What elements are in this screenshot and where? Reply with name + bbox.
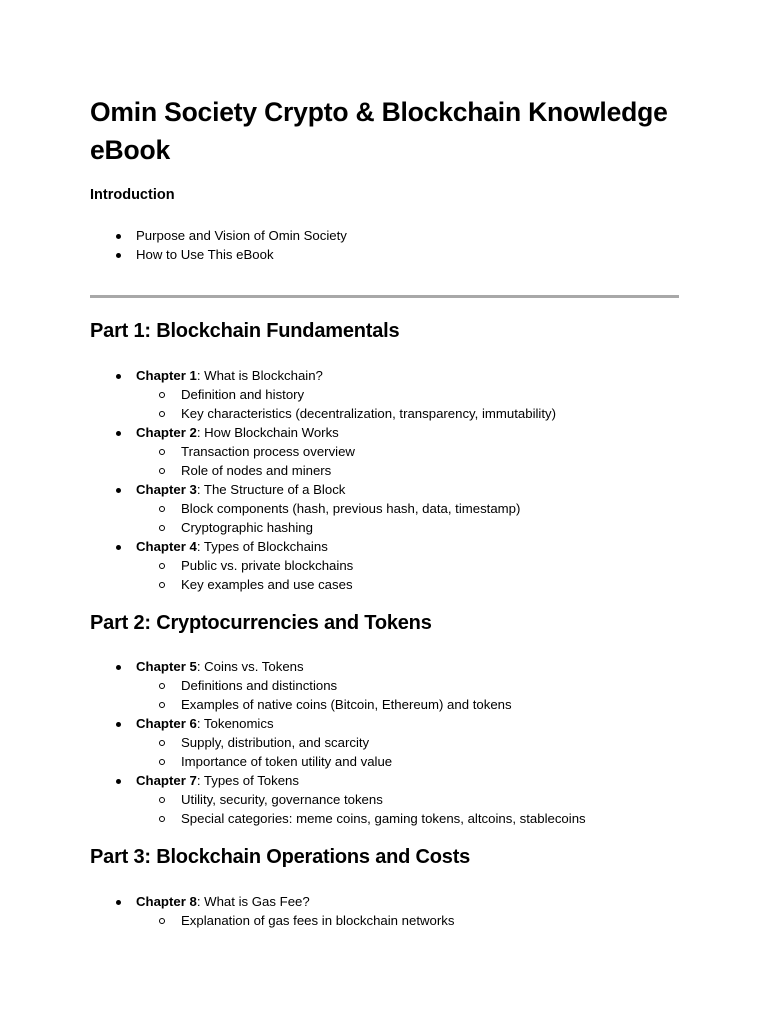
bullet-icon <box>116 488 121 493</box>
horizontal-divider <box>90 295 679 298</box>
sub-item: Special categories: meme coins, gaming tokens, altcoins, stablecoins <box>90 809 586 828</box>
sub-item: Key characteristics (decentralization, transparency, immutability) <box>90 404 556 423</box>
circle-bullet-icon <box>159 582 165 588</box>
bullet-icon <box>116 665 121 670</box>
circle-bullet-icon <box>159 683 165 689</box>
bullet-icon <box>116 722 121 727</box>
introduction-heading: Introduction <box>90 187 175 203</box>
sub-item: Transaction process overview <box>90 442 556 461</box>
sub-item: Role of nodes and miners <box>90 461 556 480</box>
chapter-item: Chapter 5: Coins vs. Tokens <box>90 657 586 676</box>
sub-item: Explanation of gas fees in blockchain networks <box>90 911 454 930</box>
chapter-list <box>90 657 586 828</box>
chapter-item: Chapter 6: Tokenomics <box>90 714 586 733</box>
sub-item: Importance of token utility and value <box>90 752 586 771</box>
list-item: How to Use This eBook <box>90 245 347 264</box>
sub-item: Cryptographic hashing <box>90 518 556 537</box>
bullet-icon <box>116 545 121 550</box>
chapter-item: Chapter 3: The Structure of a Block <box>90 480 556 499</box>
bullet-icon <box>116 253 121 258</box>
circle-bullet-icon <box>159 918 165 924</box>
chapter-item: Chapter 4: Types of Blockchains <box>90 537 556 556</box>
chapter-item: Chapter 2: How Blockchain Works <box>90 423 556 442</box>
circle-bullet-icon <box>159 797 165 803</box>
sub-item: Definitions and distinctions <box>90 676 586 695</box>
sub-item: Key examples and use cases <box>90 575 556 594</box>
bullet-icon <box>116 431 121 436</box>
part-heading: Part 1: Blockchain Fundamentals <box>90 320 400 342</box>
chapter-item: Chapter 1: What is Blockchain? <box>90 366 556 385</box>
circle-bullet-icon <box>159 816 165 822</box>
circle-bullet-icon <box>159 525 165 531</box>
circle-bullet-icon <box>159 759 165 765</box>
circle-bullet-icon <box>159 563 165 569</box>
circle-bullet-icon <box>159 449 165 455</box>
circle-bullet-icon <box>159 506 165 512</box>
chapter-list <box>90 366 556 594</box>
circle-bullet-icon <box>159 740 165 746</box>
part-heading: Part 2: Cryptocurrencies and Tokens <box>90 612 432 634</box>
bullet-icon <box>116 779 121 784</box>
chapter-list <box>90 892 454 930</box>
sub-item: Utility, security, governance tokens <box>90 790 586 809</box>
chapter-item: Chapter 7: Types of Tokens <box>90 771 586 790</box>
circle-bullet-icon <box>159 411 165 417</box>
sub-item: Definition and history <box>90 385 556 404</box>
circle-bullet-icon <box>159 702 165 708</box>
introduction-list <box>90 226 347 264</box>
circle-bullet-icon <box>159 392 165 398</box>
part-heading: Part 3: Blockchain Operations and Costs <box>90 846 471 868</box>
list-item: Purpose and Vision of Omin Society <box>90 226 347 245</box>
document-title: Omin Society Crypto & Blockchain Knowledge eBook <box>90 97 668 165</box>
chapter-item: Chapter 8: What is Gas Fee? <box>90 892 454 911</box>
bullet-icon <box>116 374 121 379</box>
sub-item: Block components (hash, previous hash, data, timestamp) <box>90 499 556 518</box>
circle-bullet-icon <box>159 468 165 474</box>
sub-item: Examples of native coins (Bitcoin, Ethereum) and tokens <box>90 695 586 714</box>
sub-item: Supply, distribution, and scarcity <box>90 733 586 752</box>
bullet-icon <box>116 234 121 239</box>
sub-item: Public vs. private blockchains <box>90 556 556 575</box>
bullet-icon <box>116 900 121 905</box>
